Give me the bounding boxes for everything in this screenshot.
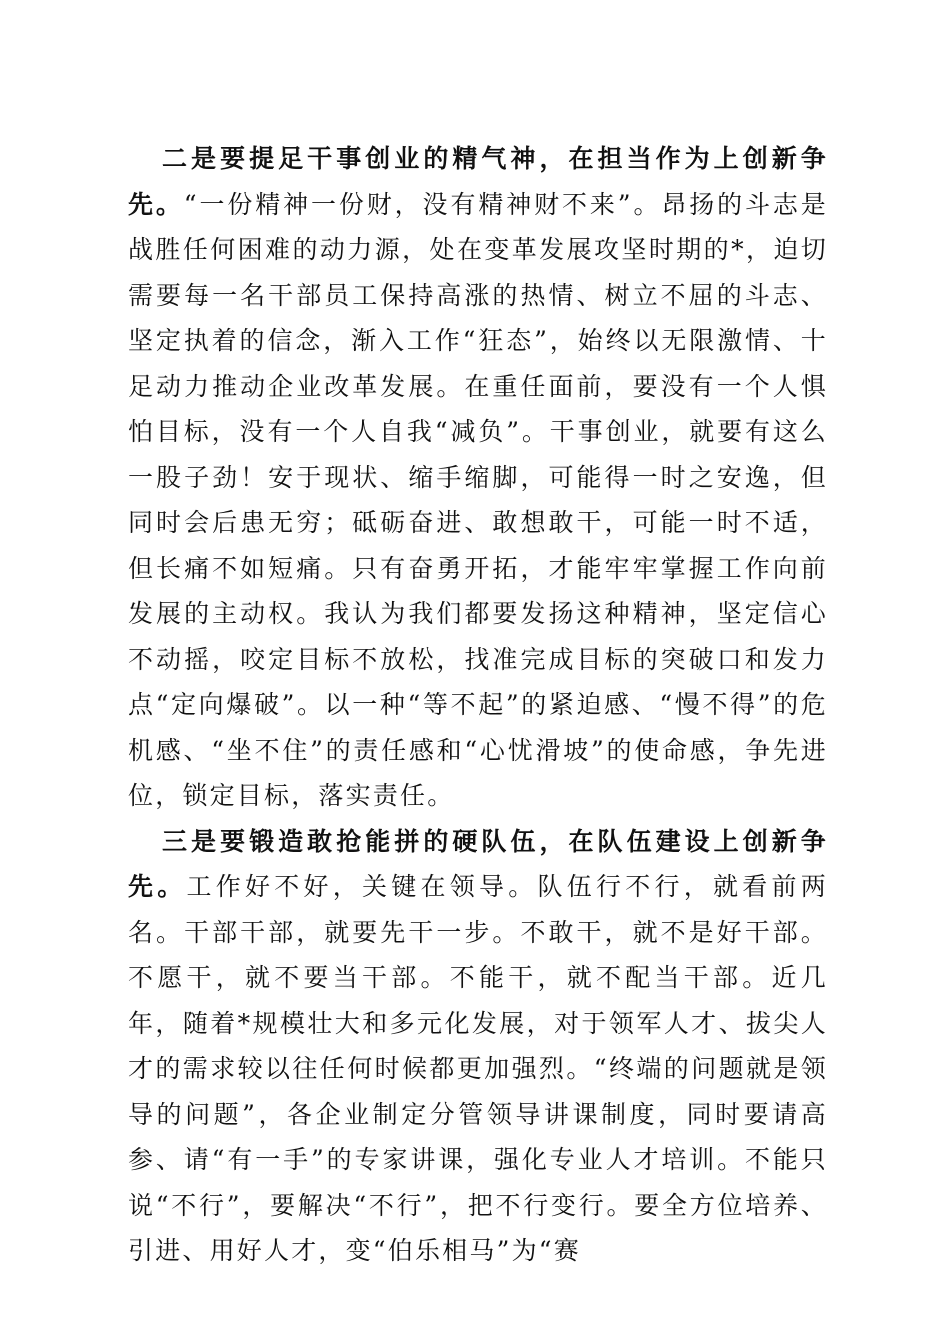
document-body	[128, 136, 828, 1274]
paragraph-3-heading: 三是要锻造敢抢能拼的硬队伍，在队伍建设上创新争先。	[128, 826, 828, 901]
paragraph-2	[128, 136, 828, 819]
paragraph-2-body: “一份精神一份财，没有精神财不来”。昂扬的斗志是战胜任何困难的动力源，处在变革发展攻坚时期的*，迫切需要每一名干部员工保持高涨的热情、树立不屈的斗志、坚定执着的信念，渐入工作“狂态”，始终以无限激情、十足动力推动企业改革发展。在重任面前，要没有一个人惧怕目标，没有一个人自我“减负”。干事创业，就要有这么一股子劲！安于现状、缩手缩脚，可能得一时之安逸，但同时会后患无穷；砥砺奋进、敢想敢干，可能一时不适，但长痛不如短痛。只有奋勇开拓，才能牢牢掌握工作向前发展的主动权。我认为我们都要发扬这种精神，坚定信心不动摇，咬定目标不放松，找准完成目标的突破口和发力点“定向爆破”。以一种“等不起”的紧迫感、“慢不得”的危机感、“坐不住”的责任感和“心忧滑坡”的使命感，争先进位，锁定目标，落实责任。	[128, 189, 828, 810]
paragraph-3-body: 工作好不好，关键在领导。队伍行不行，就看前两名。干部干部，就要先干一步。不敢干，就不是好干部。不愿干，就不要当干部。不能干，就不配当干部。近几年，随着*规模壮大和多元化发展，对于领军人才、拔尖人才的需求较以往任何时候都更加强烈。“终端的问题就是领导的问题”，各企业制定分管领导讲课制度，同时要请高参、请“有一手”的专家讲课，强化专业人才培训。不能只说“不行”，要解决“不行”，把不行变行。要全方位培养、引进、用好人才，变“伯乐相马”为“赛	[128, 872, 829, 1265]
paragraph-2-heading: 二是要提足干事创业的精气神，在担当作为上创新争先。	[128, 144, 828, 219]
paragraph-3	[128, 819, 828, 1274]
